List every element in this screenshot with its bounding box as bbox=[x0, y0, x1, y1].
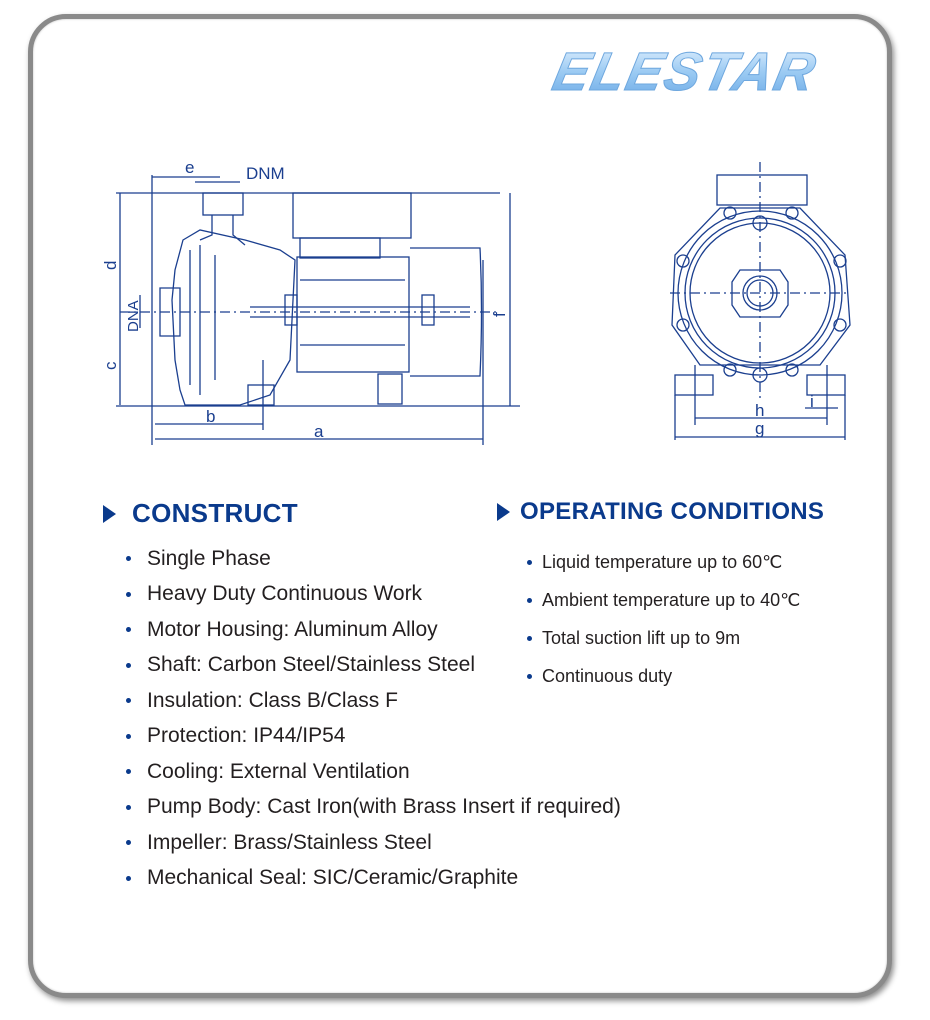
bullet-icon bbox=[126, 876, 131, 881]
list-item: Insulation: Class B/Class F bbox=[126, 683, 621, 719]
list-item: Liquid temperature up to 60℃ bbox=[527, 543, 800, 581]
bullet-icon bbox=[126, 698, 131, 703]
list-item: Impeller: Brass/Stainless Steel bbox=[126, 825, 621, 861]
construct-heading bbox=[103, 498, 298, 529]
dim-label-c: c bbox=[101, 361, 120, 370]
dim-label-dnm: DNM bbox=[246, 164, 285, 183]
bullet-icon bbox=[126, 663, 131, 668]
construct-title: CONSTRUCT bbox=[132, 498, 298, 528]
bullet-icon bbox=[126, 805, 131, 810]
dim-label-g: g bbox=[755, 419, 765, 438]
dim-label-h: h bbox=[755, 401, 765, 420]
operating-conditions-list bbox=[527, 543, 800, 695]
pump-side-view-drawing bbox=[100, 160, 520, 450]
bullet-icon bbox=[527, 636, 532, 641]
list-item: Heavy Duty Continuous Work bbox=[126, 577, 621, 613]
pump-front-view-drawing bbox=[660, 160, 860, 450]
bullet-icon bbox=[126, 769, 131, 774]
dim-label-dna: DNA bbox=[125, 300, 142, 332]
logo-text: ELESTAR bbox=[547, 44, 823, 100]
bullet-icon bbox=[527, 674, 532, 679]
dim-label-d: d bbox=[101, 260, 120, 270]
dim-label-i: i bbox=[810, 392, 814, 411]
bullet-icon bbox=[126, 734, 131, 739]
dim-label-f: f bbox=[490, 312, 509, 317]
operating-conditions-heading bbox=[497, 498, 824, 526]
brand-logo bbox=[533, 44, 833, 100]
bullet-icon bbox=[126, 556, 131, 561]
list-item: Pump Body: Cast Iron(with Brass Insert if required) bbox=[126, 790, 621, 826]
bullet-icon bbox=[126, 840, 131, 845]
triangle-bullet-icon bbox=[103, 505, 116, 523]
list-item: Shaft: Carbon Steel/Stainless Steel bbox=[126, 648, 621, 684]
list-item: Cooling: External Ventilation bbox=[126, 754, 621, 790]
dim-label-e: e bbox=[185, 160, 195, 177]
operating-conditions-title: OPERATING CONDITIONS bbox=[520, 498, 825, 525]
list-item: Ambient temperature up to 40℃ bbox=[527, 581, 800, 619]
triangle-bullet-icon bbox=[497, 503, 510, 521]
list-item: Mechanical Seal: SIC/Ceramic/Graphite bbox=[126, 861, 621, 897]
bullet-icon bbox=[126, 592, 131, 597]
list-item: Protection: IP44/IP54 bbox=[126, 719, 621, 755]
bullet-icon bbox=[527, 560, 532, 565]
list-item: Motor Housing: Aluminum Alloy bbox=[126, 612, 621, 648]
bullet-icon bbox=[126, 627, 131, 632]
list-item: Single Phase bbox=[126, 541, 621, 577]
dim-label-b: b bbox=[206, 407, 216, 426]
dim-label-a: a bbox=[314, 422, 324, 441]
bullet-icon bbox=[527, 598, 532, 603]
list-item: Total suction lift up to 9m bbox=[527, 619, 800, 657]
list-item: Continuous duty bbox=[527, 657, 800, 695]
